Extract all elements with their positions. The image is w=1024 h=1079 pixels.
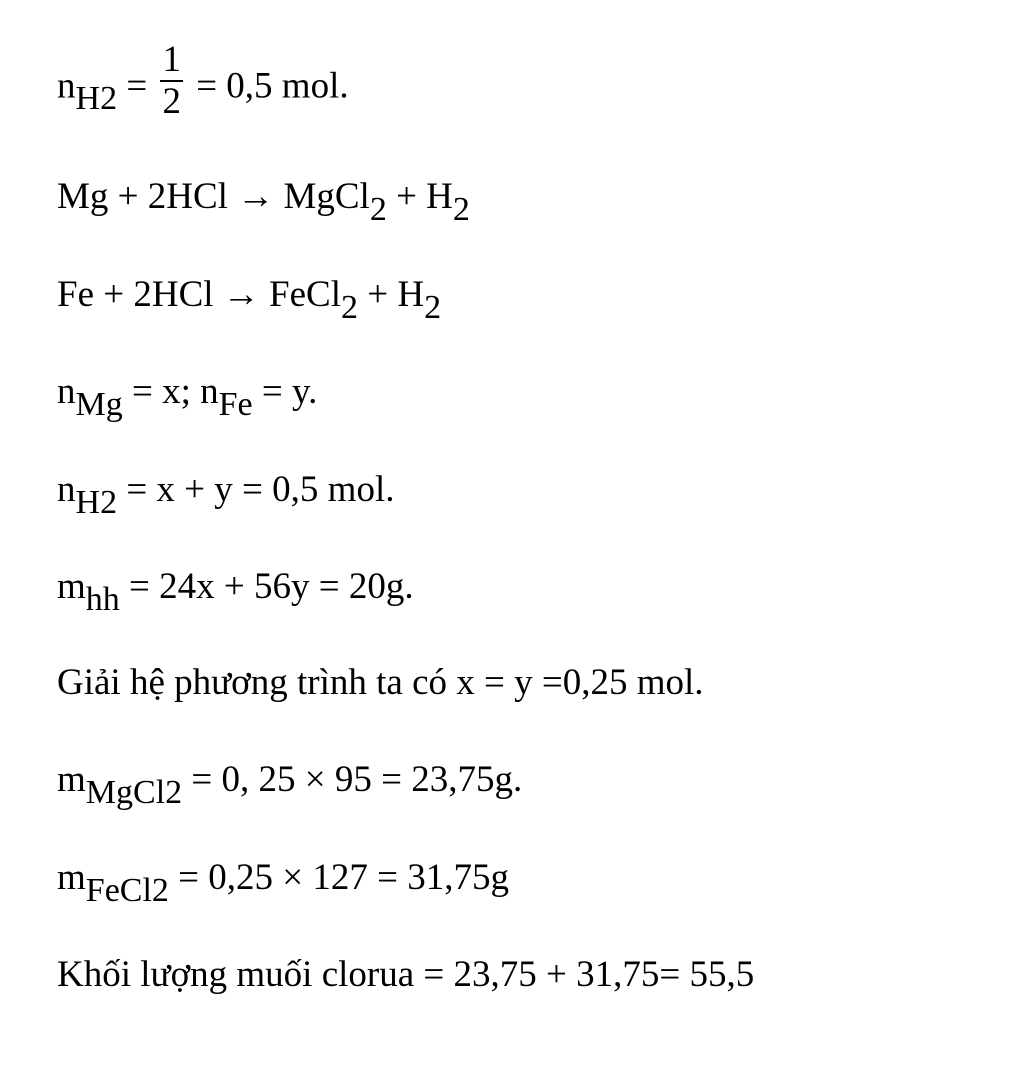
- var-n: n: [57, 469, 76, 510]
- line-mass-equation: [57, 566, 414, 618]
- subscript: Fe: [218, 386, 253, 423]
- subscript: 2: [151, 872, 169, 909]
- fraction: [160, 40, 183, 122]
- text: Giải hệ phương trình ta có x = y =0,25 mol.: [57, 662, 704, 703]
- reaction-fe-right: + H: [358, 274, 425, 315]
- subscript: MgCl: [85, 774, 166, 811]
- subscript: 2: [165, 774, 183, 811]
- equals: =: [117, 65, 157, 107]
- line-mass-fecl2: [57, 857, 510, 909]
- line-moles-sum: [57, 469, 395, 521]
- fraction-denominator: 2: [162, 81, 181, 122]
- reaction-mg-right: + H: [386, 176, 453, 217]
- text: Khối lượng muối clorua = 23,75 + 31,75= 55,5: [57, 954, 755, 995]
- var-m: m: [57, 857, 86, 898]
- text: = 0,25 × 127 = 31,75g: [168, 857, 510, 898]
- reaction-fe-left: Fe + 2HCl → FeCl: [57, 274, 342, 315]
- line-reaction-fe: [57, 274, 442, 326]
- subscript: 2: [341, 289, 359, 326]
- subscript: Mg: [75, 386, 123, 423]
- subscript: 2: [369, 191, 387, 228]
- line-define-variables: [57, 371, 318, 423]
- text: = x + y = 0,5 mol.: [117, 469, 395, 510]
- text: = 24x + 56y = 20g.: [119, 566, 414, 607]
- sub-2: 2: [100, 80, 118, 118]
- result: = 0,5 mol.: [186, 65, 349, 107]
- var-m: m: [57, 759, 86, 800]
- line-reaction-mg: [57, 176, 470, 228]
- var-m: m: [57, 566, 86, 607]
- line-solve-system: [57, 664, 704, 701]
- var-n: n: [57, 371, 76, 412]
- subscript: H: [75, 484, 101, 521]
- text: = x; n: [122, 371, 219, 412]
- line-total-chloride-mass: [57, 956, 754, 993]
- text: = y.: [252, 371, 318, 412]
- subscript: 2: [100, 484, 118, 521]
- line-moles-h2-fraction: [57, 39, 349, 130]
- subscript: FeCl: [85, 872, 152, 909]
- subscript: hh: [85, 581, 120, 618]
- var-n: n: [57, 65, 76, 107]
- reaction-mg-left: Mg + 2HCl → MgCl: [57, 176, 370, 217]
- sub-h: H: [75, 80, 101, 118]
- text: = 0, 25 × 95 = 23,75g.: [182, 759, 523, 800]
- subscript: 2: [424, 289, 442, 326]
- subscript: 2: [452, 191, 470, 228]
- line-mass-mgcl2: [57, 759, 523, 811]
- fraction-numerator: 1: [162, 39, 181, 80]
